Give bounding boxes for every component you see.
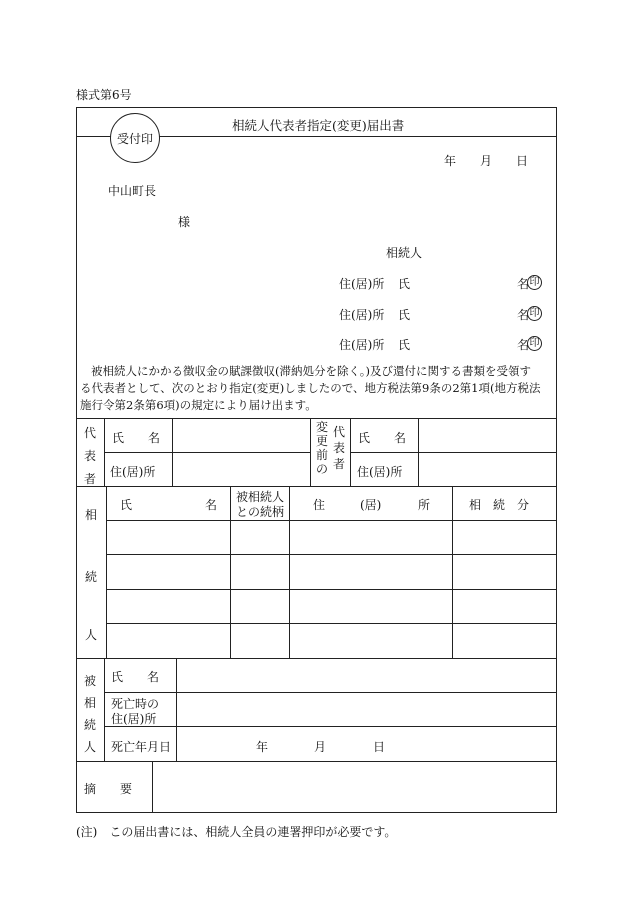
decedent-bottom-line xyxy=(76,761,557,762)
heirs-col-name-1: 氏 xyxy=(120,498,133,512)
date-day: 日 xyxy=(516,154,529,168)
prev-rep-address-label: 住(居)所 xyxy=(357,465,403,479)
decedent-divider-label xyxy=(176,658,177,761)
decedent-death-address-2: 住(居)所 xyxy=(111,712,157,726)
decedent-divider-side xyxy=(104,658,105,761)
representative-label: 代 表 者 xyxy=(84,426,97,486)
prev-rep-label-2: 代 表 者 xyxy=(333,425,346,471)
signer-1-name-label: 氏 xyxy=(398,277,411,291)
heirs-bottom-line xyxy=(76,658,557,659)
body-text-line-1: 被相続人にかかる徴収金の賦課徴収(滞納処分を除く。)及び還付に関する書類を受領す xyxy=(91,364,531,378)
signer-2-name-label: 氏 xyxy=(398,308,411,322)
form-number: 様式第6号 xyxy=(76,88,132,102)
heirs-col-share: 相 続 分 xyxy=(469,498,530,512)
heirs-col-relation-2: との続柄 xyxy=(236,505,285,519)
rep-divider-4 xyxy=(350,418,351,486)
rep-divider-3 xyxy=(310,418,311,486)
decedent-death-date-label: 死亡年月日 xyxy=(111,740,172,754)
remarks-label: 摘 要 xyxy=(84,782,133,796)
signer-2-seal-name: 名 xyxy=(517,308,530,322)
heirs-divider-1 xyxy=(230,486,231,658)
heirs-col-relation-1: 被相続人 xyxy=(236,490,285,504)
heirs-col-address-2: (居) xyxy=(360,498,382,512)
heirs-side-label-1: 相 xyxy=(85,508,98,522)
heirs-row-line-2 xyxy=(106,554,557,555)
heirs-row-line-4 xyxy=(106,623,557,624)
signer-3-name-label: 氏 xyxy=(398,338,411,352)
decedent-name-label: 氏 名 xyxy=(111,670,160,684)
rep-address-label: 住(居)所 xyxy=(110,465,156,479)
signer-3-seal-name: 名 xyxy=(517,338,530,352)
seal-icon: 印 xyxy=(527,306,542,321)
signer-1-address-label: 住(居)所 xyxy=(339,277,385,291)
heirs-divider-side xyxy=(106,486,107,658)
heirs-side-label-3: 人 xyxy=(85,628,98,642)
receipt-stamp: 受付印 xyxy=(110,113,160,163)
heirs-divider-3 xyxy=(452,486,453,658)
body-text-line-3: 施行令第2条第6項)の規定により届け出ます。 xyxy=(80,398,317,412)
death-date-year: 年 xyxy=(256,740,269,754)
death-date-day: 日 xyxy=(373,740,386,754)
frame-top xyxy=(76,107,557,108)
decedent-row-line-1 xyxy=(104,692,557,693)
addressee: 中山町長 xyxy=(108,184,157,198)
heirs-side-label-2: 続 xyxy=(85,570,98,584)
heirs-col-name-2: 名 xyxy=(205,498,218,512)
rep-name-label: 氏 名 xyxy=(112,431,161,445)
heirs-label: 相続人 xyxy=(386,246,423,260)
rep-mid-line xyxy=(104,452,310,453)
seal-icon: 印 xyxy=(527,275,542,290)
signer-3-address-label: 住(居)所 xyxy=(339,338,385,352)
frame-bottom xyxy=(76,812,557,813)
heirs-row-line-3 xyxy=(106,589,557,590)
signer-1-seal-name: 名 xyxy=(517,277,530,291)
prev-rep-name-label: 氏 名 xyxy=(358,431,407,445)
body-text-line-2: る代表者として、次のとおり指定(変更)しましたので、地方税法第9条の2第1項(地方税法 xyxy=(80,381,541,395)
footer-note: (注) この届出書には、相続人全員の連署押印が必要です。 xyxy=(76,825,397,839)
frame-left xyxy=(76,107,77,813)
form-title: 相続人代表者指定(変更)届出書 xyxy=(232,118,405,133)
heirs-col-address-1: 住 xyxy=(313,498,326,512)
date-month: 月 xyxy=(480,154,493,168)
death-date-month: 月 xyxy=(314,740,327,754)
decedent-row-line-2 xyxy=(104,726,557,727)
rep-bottom-line xyxy=(76,486,557,487)
decedent-death-address-1: 死亡時の xyxy=(111,697,160,711)
signer-2-address-label: 住(居)所 xyxy=(339,308,385,322)
heirs-row-line-1 xyxy=(106,520,557,521)
seal-icon: 印 xyxy=(527,336,542,351)
prev-rep-mid-line xyxy=(350,452,557,453)
date-year: 年 xyxy=(444,154,457,168)
honorific: 様 xyxy=(178,215,191,229)
heirs-divider-2 xyxy=(289,486,290,658)
decedent-side-label: 被 相 続 人 xyxy=(84,674,97,754)
frame-right xyxy=(556,107,557,813)
remarks-divider xyxy=(152,761,153,812)
rep-divider-2 xyxy=(172,418,173,486)
prev-rep-label-1: 変 更 前 の xyxy=(316,420,329,476)
rep-top-line xyxy=(76,418,557,419)
rep-divider-1 xyxy=(104,418,105,486)
rep-divider-5 xyxy=(418,418,419,486)
heirs-col-address-3: 所 xyxy=(418,498,431,512)
